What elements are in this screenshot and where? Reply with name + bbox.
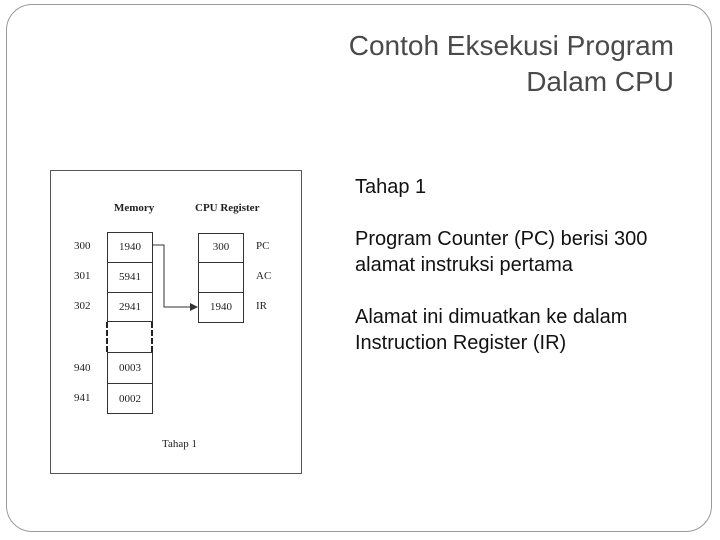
slide-title xyxy=(154,28,674,100)
memory-header: Memory xyxy=(114,202,155,214)
memory-cell: 0003 xyxy=(119,362,141,374)
diagram-caption: Tahap 1 xyxy=(162,438,197,450)
content-paragraph-2: Alamat ini dimuatkan ke dalam Instruction Register (IR) xyxy=(355,306,628,354)
memory-address: 300 xyxy=(74,240,91,252)
register-label-ac: AC xyxy=(256,270,272,282)
register-value-pc: 300 xyxy=(212,241,230,253)
memory-address: 940 xyxy=(74,362,91,374)
memory-gap-right xyxy=(151,322,153,352)
register-value-ir: 1940 xyxy=(210,301,232,313)
diagram-border xyxy=(50,170,302,474)
memory-cell: 1940 xyxy=(119,241,141,253)
memory-address: 301 xyxy=(74,270,91,282)
title-line-2: Dalam CPU xyxy=(526,66,674,97)
memory-cell: 2941 xyxy=(119,301,141,313)
slide-content xyxy=(355,174,685,382)
register-label-pc: PC xyxy=(256,240,270,252)
memory-address: 302 xyxy=(74,300,91,312)
cpu-register-header: CPU Register xyxy=(195,202,260,214)
register-label-ir: IR xyxy=(256,300,267,312)
memory-cell: 0002 xyxy=(119,393,141,405)
memory-gap-left xyxy=(106,322,108,352)
content-paragraph-1: Program Counter (PC) berisi 300 alamat instruksi pertama xyxy=(355,228,648,276)
content-heading: Tahap 1 xyxy=(355,176,427,198)
memory-cell: 5941 xyxy=(119,271,141,283)
fetch-arrow xyxy=(150,238,206,314)
memory-address: 941 xyxy=(74,392,91,404)
title-line-1: Contoh Eksekusi Program xyxy=(348,30,674,61)
